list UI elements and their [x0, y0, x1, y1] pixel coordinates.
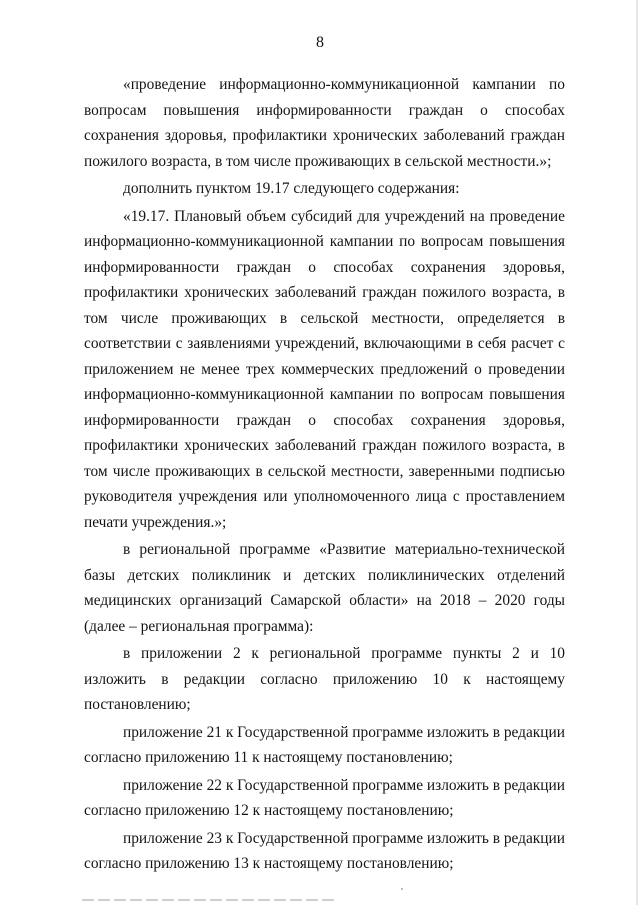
paragraph-item-19-17: «19.17. Плановый объем субсидий для учреждений на проведение информационно-коммуникационной кампании по вопросам повышения информированности граждан о способах сохранения здоровья, профилактики хронических заболеваний граждан пожилого возраста, в том числе проживающих в сельской местности, определяется в соответствии с заявлениями учреждений, включающими в себя расчет с приложением не менее трех коммерческих предложений о проведении информационно-коммуникационной кампании по вопросам повышения информированности граждан о способах сохранения здоровья, профилактики хронических заболеваний граждан пожилого возраста, в том числе проживающих в сельской местности, заверенными подписью руководителя учреждения или уполномоченного лица с проставлением печати учреждения.»;: [84, 207, 565, 531]
paragraph-add-item: дополнить пунктом 19.17 следующего содержания:: [123, 180, 460, 197]
paragraph-annex-21: приложение 21 к Государственной программе изложить в редакции согласно приложению 11 к настоящему постановлению;: [84, 723, 565, 766]
scan-dot: [401, 888, 403, 890]
paragraph-annex-2: в приложении 2 к региональной программе пункты 2 и 10 изложить в редакции согласно приложению 10 к настоящему постановлению;: [84, 645, 565, 713]
paragraph-campaign-text: «проведение информационно-коммуникационной кампании по вопросам повышения информированности граждан о способах сохранения здоровья, профилактики хронических заболеваний граждан пожилого возраста, в том числе проживающих в сельской местности.»;: [84, 76, 565, 170]
scan-bottom-mark: [82, 899, 337, 901]
paragraph-regional-program: в региональной программе «Развитие материально-технической базы детских поликлиник и детских поликлинических отделений медицинских организаций Самарской области» на 2018 – 2020 годы (далее – региональная программа):: [84, 541, 565, 635]
paragraph-annex-23: приложение 23 к Государственной программе изложить в редакции согласно приложению 13 к настоящему постановлению;: [84, 829, 565, 872]
document-body: [84, 72, 565, 879]
page-number: 8: [316, 34, 324, 51]
paragraph-annex-22: приложение 22 к Государственной программе изложить в редакции согласно приложению 12 к настоящему постановлению;: [84, 776, 565, 819]
scan-edge-mark: [636, 0, 638, 905]
